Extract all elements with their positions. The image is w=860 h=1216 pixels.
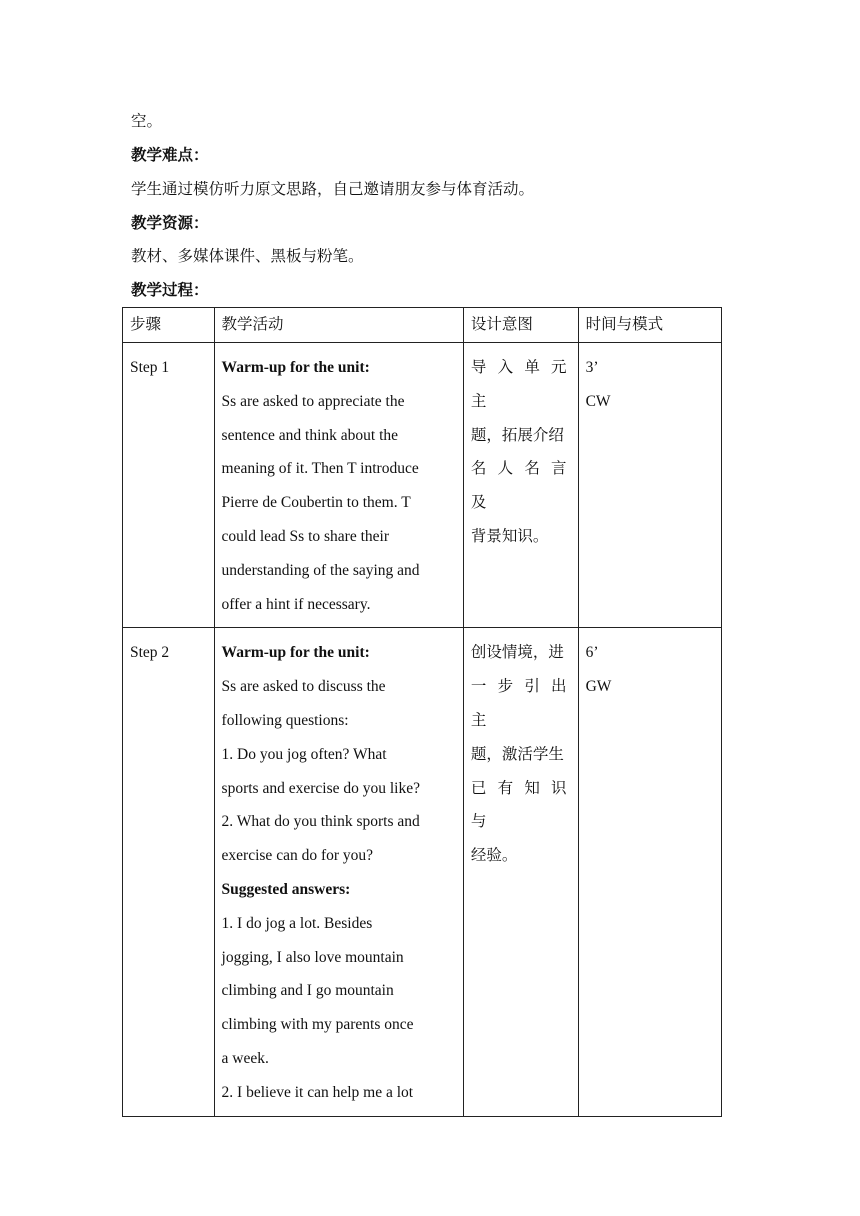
resources-text: 教材、多媒体课件、黑板与粉笔。 — [131, 248, 364, 265]
activity-line: Pierre de Coubertin to them. T — [221, 494, 411, 512]
table-row — [123, 343, 722, 628]
intent-line: 经验。 — [470, 847, 518, 865]
table-row — [123, 628, 722, 1116]
resources-heading: 教学资源： — [131, 215, 209, 232]
intro-fragment: 空。 — [131, 113, 163, 130]
intent-line: 导入单元主 — [470, 359, 572, 410]
mode-value: CW — [585, 392, 611, 410]
activity-cell — [214, 628, 463, 1116]
time-value: 6’ — [585, 644, 599, 662]
lesson-process-table — [122, 307, 722, 1117]
process-heading: 教学过程： — [131, 282, 209, 299]
step-cell: Step 2 — [123, 628, 215, 1116]
activity-line: climbing with my parents once — [221, 1016, 414, 1034]
activity-line: 1. Do you jog often? What — [221, 745, 387, 763]
activity-line: jogging, I also love mountain — [221, 948, 404, 966]
activity-line: sentence and think about the — [221, 426, 399, 444]
activity-line: following questions: — [221, 711, 349, 729]
activity-line: 2. I believe it can help me a lot — [221, 1083, 414, 1101]
activity-line: meaning of it. Then T introduce — [221, 460, 419, 478]
header-activity: 教学活动 — [214, 308, 463, 343]
activity-line: 2. What do you think sports and — [221, 813, 420, 831]
activity-line: exercise can do for you? — [221, 847, 374, 865]
intent-line: 题，激活学生 — [470, 745, 564, 763]
activity-line: could lead Ss to share their — [221, 527, 389, 545]
activity-title: Warm-up for the unit: — [221, 359, 370, 376]
time-value: 3’ — [585, 359, 599, 376]
header-time-mode: 时间与模式 — [578, 308, 721, 343]
activity-line: a week. — [221, 1049, 269, 1067]
intent-line: 已有知识与 — [470, 779, 572, 831]
intent-line: 题，拓展介绍 — [470, 426, 564, 444]
intent-line: 一步引出主 — [470, 678, 572, 729]
intent-line: 背景知识。 — [470, 527, 549, 545]
intent-line: 名人名言及 — [470, 460, 572, 512]
intent-cell — [463, 343, 578, 628]
activity-line: 1. I do jog a lot. Besides — [221, 914, 373, 932]
time-mode-cell — [578, 628, 721, 1116]
difficulty-text: 学生通过模仿听力原文思路，自己邀请朋友参与体育活动。 — [131, 181, 535, 198]
activity-line: Ss are asked to appreciate the — [221, 392, 405, 410]
answers-title: Suggested answers: — [221, 880, 351, 898]
intent-line: 创设情境，进 — [470, 644, 564, 662]
difficulty-heading: 教学难点： — [131, 147, 209, 164]
header-step: 步骤 — [123, 308, 215, 343]
mode-value: GW — [585, 678, 612, 696]
step-cell: Step 1 — [123, 343, 215, 628]
activity-cell — [214, 343, 463, 628]
time-mode-cell — [578, 343, 721, 628]
activity-title: Warm-up for the unit: — [221, 644, 370, 662]
activity-line: climbing and I go mountain — [221, 982, 394, 1000]
activity-line: sports and exercise do you like? — [221, 779, 420, 797]
intent-cell — [463, 628, 578, 1116]
activity-line: understanding of the saying and — [221, 561, 420, 579]
table-header-row — [123, 308, 722, 343]
activity-line: Ss are asked to discuss the — [221, 678, 386, 696]
activity-line: offer a hint if necessary. — [221, 595, 371, 613]
header-intent: 设计意图 — [463, 308, 578, 343]
